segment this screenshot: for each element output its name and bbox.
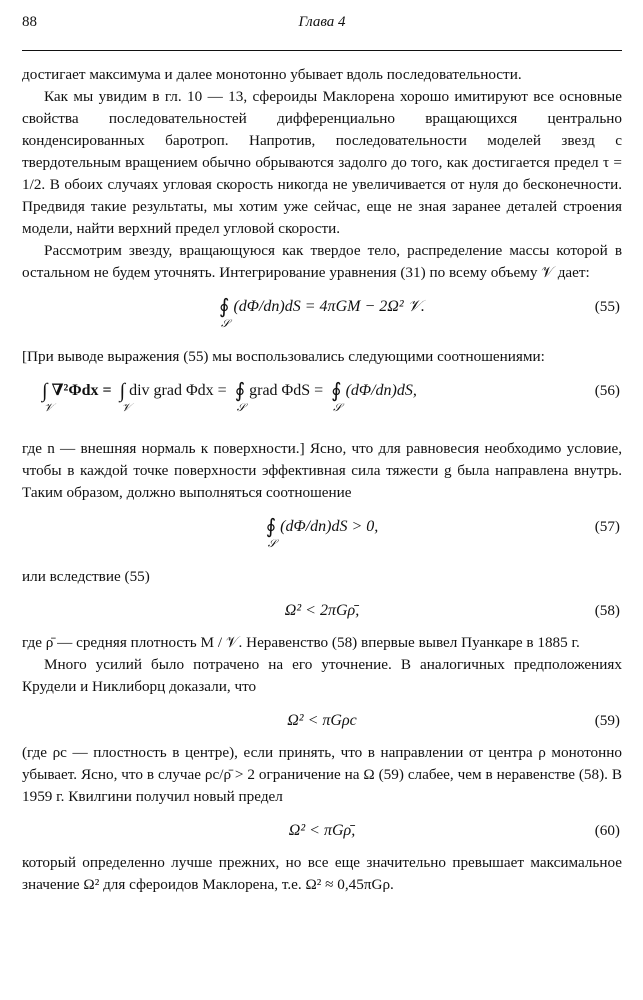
equation-55 — [22, 290, 622, 342]
paragraph-8: Много усилий было потрачено на его уточнение. В аналогичных предположениях Крудели и Никлиборц доказали, что — [22, 656, 622, 695]
equation-58 — [22, 594, 622, 628]
paragraph-1: достигает максимума и далее монотонно убывает вдоль последовательности. — [22, 66, 522, 83]
equation-56-number: (56) — [594, 382, 620, 399]
equation-59-number: (59) — [594, 712, 620, 729]
page-header — [22, 14, 622, 40]
equation-60-number: (60) — [594, 822, 620, 839]
contour-integral-symbol: ∮ 𝒮 — [234, 380, 246, 414]
equation-59 — [22, 704, 622, 738]
integral-symbol: ∫ 𝒱 — [119, 380, 131, 414]
equation-56 — [22, 374, 622, 434]
paragraph-10: который определенно лучше прежних, но все еще значительно превышает максимальное значение Ω² для сфероидов Маклорена, т.е. Ω² ≈ 0,45πGρ. — [22, 854, 622, 893]
equation-59-formula: Ω² < πGρc — [287, 712, 357, 729]
paragraph-7: где ρ̄ — средняя плотность M / 𝒱. Неравенство (58) впервые вывел Пуанкаре в 1885 г. — [22, 634, 580, 651]
integral-symbol: ∫ 𝒱 — [42, 380, 54, 414]
paragraph-6: или вследствие (55) — [22, 568, 150, 585]
equation-55-number: (55) — [594, 298, 620, 315]
page-body — [22, 64, 622, 896]
paragraph-4: [При выводе выражения (55) мы воспользовались следующими соотношениями: — [22, 348, 545, 365]
equation-58-formula: Ω² < 2πGρ̄, — [284, 602, 360, 619]
equation-55-formula: (dΦ/dn)dS = 4πGM − 2Ω² 𝒱. — [233, 298, 425, 315]
page-number: 88 — [22, 14, 37, 30]
paragraph-2: Как мы увидим в гл. 10 — 13, сфероиды Маклорена хорошо имитируют все основные свойства последовательностей дифференциально вращающихся центрально конденсированных баротроп. Напротив, последовательности моделей звезд с твердотельным вращением обычно обрываются задолго до того, как достигается предел τ = 1/2. В обоих случаях угловая скорость никогда не увеличивается от нуля до бесконечности. Предвидя такие результаты, мы хотим уже сейчас, еще не зная заранее деталей строения модели, найти верхний предел угловой скорости. — [22, 88, 622, 237]
equation-60 — [22, 814, 622, 848]
paragraph-9: (где ρc — плостность в центре), если принять, что в направлении от центра ρ монотонно убывает. Ясно, что в случае ρc/ρ̄ > 2 ограничение на Ω (59) слабее, чем в неравенстве (58). В 1959 г. Квилгини получил новый предел — [22, 744, 622, 805]
contour-integral-symbol: ∮ 𝒮 — [219, 296, 230, 330]
header-rule — [22, 50, 622, 51]
equation-57-number: (57) — [594, 518, 620, 535]
paragraph-5: где n — внешняя нормаль к поверхности.] Ясно, что для равновесия необходимо условие, чтобы в каждой точке поверхности эффективная сила тяжести g была направлена внутрь. Таким образом, должно выполняться соотношение — [22, 440, 622, 501]
equation-56-term-3: grad ΦdS = — [249, 382, 324, 399]
paragraph-3: Рассмотрим звезду, вращающуюся как твердое тело, распределение массы которой в остальном не будем уточнять. Интегрирование уравнения (31) по всему объему 𝒱 дает: — [22, 242, 622, 281]
equation-58-number: (58) — [594, 602, 620, 619]
equation-56-term-2: div grad Φdx = — [129, 382, 227, 399]
contour-integral-symbol: ∮ 𝒮 — [265, 516, 277, 550]
contour-integral-symbol: ∮ 𝒮 — [331, 380, 342, 414]
equation-60-formula: Ω² < πGρ̄, — [288, 822, 356, 839]
equation-56-term-1: ∇²Φdx = — [51, 382, 112, 399]
equation-56-term-4: (dΦ/dn)dS, — [345, 382, 417, 399]
equation-57 — [22, 510, 622, 562]
equation-57-formula: (dΦ/dn)dS > 0, — [280, 518, 379, 535]
running-head: Глава 4 — [298, 14, 346, 30]
